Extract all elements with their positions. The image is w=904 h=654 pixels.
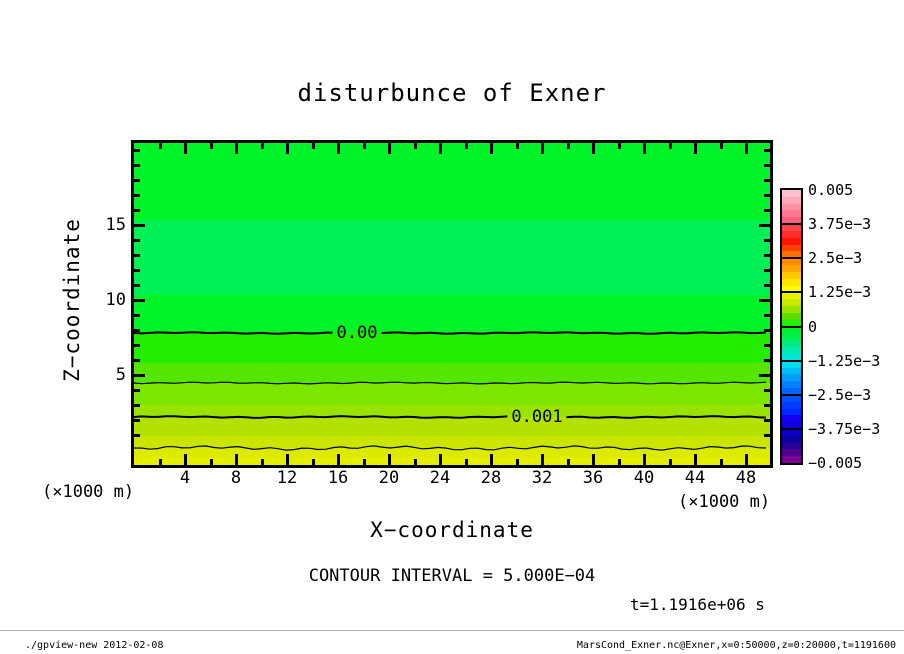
colorbar-segment-divider [782,326,801,328]
y-tick [764,314,770,317]
colorbar-color-strip [782,402,801,409]
colorbar-color-strip [782,265,801,272]
y-tick [134,329,140,332]
y-tick [134,254,140,257]
y-tick [764,269,770,272]
x-tick [235,143,238,154]
y-tick [134,194,140,197]
x-tick [388,143,391,154]
x-tick [414,143,417,149]
colorbar-color-strip [782,436,801,443]
time-annotation: t=1.1916e+06 s [630,595,765,614]
y-tick [764,164,770,167]
x-tick [312,143,315,149]
colorbar-tick-label: 3.75e−3 [808,215,872,234]
y-tick [134,269,140,272]
colorbar-tick-label: 0 [808,317,818,336]
contour-line [134,442,770,454]
x-tick [541,454,544,465]
colorbar-color-strip [782,190,801,197]
y-tick [134,359,140,362]
x-tick [541,143,544,154]
colorbar-color-strip [782,299,801,306]
x-tick-label: 28 [480,468,502,488]
colorbar-color-strip [782,258,801,265]
colorbar-color-strip [782,245,801,252]
y-tick [134,149,140,152]
colorbar-color-strip [782,449,801,456]
x-tick [439,454,442,465]
y-tick [764,359,770,362]
x-tick [414,459,417,465]
plot-title: disturbunce of Exner [297,79,607,107]
y-tick [764,179,770,182]
colorbar-tick-label: −1.25e−3 [808,351,881,370]
colorbar-color-strip [782,204,801,211]
x-tick [439,143,442,154]
colorbar-tick-label: −2.5e−3 [808,385,872,404]
x-tick [235,454,238,465]
y-tick [764,284,770,287]
colorbar-color-strip [782,333,801,340]
colorbar-color-strip [782,306,801,313]
colorbar-tick-label: 1.25e−3 [808,283,872,302]
y-tick [764,239,770,242]
x-tick [694,143,697,154]
y-tick-label: 15 [105,215,126,235]
x-tick-label: 4 [179,468,191,488]
x-tick [465,459,468,465]
colorbar-tick-label: −3.75e−3 [808,419,881,438]
x-tick [261,143,264,149]
y-tick [134,314,140,317]
x-tick-label: 36 [582,468,604,488]
colorbar-color-strip [782,210,801,217]
x-tick [490,143,493,154]
footer-command: ./gpview-new 2012-02-08 [25,640,164,651]
x-tick [643,454,646,465]
colorbar-segment-divider [782,257,801,259]
contour-line [134,377,770,389]
y-axis-unit: (×1000 m) [42,482,135,502]
y-tick [134,344,140,347]
x-tick-label: 20 [378,468,400,488]
x-tick [745,454,748,465]
x-tick-label: 44 [684,468,706,488]
colorbar-segment-divider [782,223,801,225]
y-axis-label: Z−coordinate [60,218,84,382]
x-tick [286,143,289,154]
x-tick [261,459,264,465]
contour-line [134,411,770,423]
x-tick-label: 40 [633,468,655,488]
colorbar-color-strip [782,238,801,245]
y-tick [134,299,145,302]
y-tick [759,299,770,302]
x-tick-label: 32 [531,468,553,488]
x-axis-label: X−coordinate [370,518,534,542]
x-tick [643,143,646,154]
y-tick [764,209,770,212]
x-tick [567,143,570,149]
x-tick [363,459,366,465]
colorbar-color-strip [782,456,801,463]
y-tick [134,404,140,407]
x-tick [567,459,570,465]
colorbar-color-strip [782,429,801,436]
y-tick [764,329,770,332]
colorbar-color-strip [782,443,801,450]
colorbar-segment-divider [782,291,801,293]
colorbar-segment-divider [782,394,801,396]
contour-label: 0.00 [333,324,382,342]
x-tick [210,143,213,149]
y-tick [764,344,770,347]
x-tick [669,459,672,465]
y-tick [134,179,140,182]
x-tick [592,454,595,465]
x-tick [465,143,468,149]
colorbar-color-strip [782,347,801,354]
x-tick-label: 24 [429,468,451,488]
y-tick [764,149,770,152]
y-tick-label: 5 [115,365,126,385]
x-tick [363,143,366,149]
colorbar-color-strip [782,224,801,231]
y-tick [759,374,770,377]
colorbar-color-strip [782,409,801,416]
colorbar-color-strip [782,374,801,381]
colorbar-color-strip [782,197,801,204]
colorbar-color-strip [782,368,801,375]
x-tick [159,143,162,149]
colorbar-color-strip [782,272,801,279]
x-tick-label: 8 [230,468,242,488]
y-tick [134,209,140,212]
colorbar-strips [782,190,801,463]
y-tick [764,434,770,437]
x-tick [745,143,748,154]
y-tick [134,434,140,437]
y-tick [759,224,770,227]
contour-label: 0.001 [507,408,566,426]
y-tick [134,389,140,392]
colorbar-color-strip [782,415,801,422]
x-tick [516,459,519,465]
x-tick-label: 16 [327,468,349,488]
colorbar-segment-divider [782,428,801,430]
x-tick [592,143,595,154]
fill-band [134,220,770,295]
colorbar-tick-label: 2.5e−3 [808,249,863,268]
y-tick [764,254,770,257]
colorbar-tick-label: −0.005 [808,454,863,472]
y-tick [134,224,145,227]
y-tick [764,404,770,407]
plot-canvas [134,143,770,465]
contour-line [134,327,770,339]
x-tick [286,454,289,465]
contour-interval-note: CONTOUR INTERVAL = 5.000E−04 [308,566,596,586]
colorbar-segment-divider [782,360,801,362]
colorbar-color-strip [782,231,801,238]
y-tick [134,419,140,422]
x-tick [720,143,723,149]
y-tick [134,239,140,242]
colorbar [780,188,803,465]
x-tick [312,459,315,465]
colorbar-color-strip [782,292,801,299]
x-tick [159,459,162,465]
x-tick [720,459,723,465]
y-tick [764,419,770,422]
x-tick [669,143,672,149]
y-tick [134,284,140,287]
x-tick [210,459,213,465]
x-tick [337,143,340,154]
colorbar-color-strip [782,340,801,347]
y-tick [134,374,145,377]
x-tick [618,459,621,465]
x-tick [618,143,621,149]
colorbar-color-strip [782,381,801,388]
x-tick-label: 12 [276,468,298,488]
x-axis-unit: (×1000 m) [678,492,771,512]
x-tick [694,454,697,465]
plot-area [131,140,773,468]
fill-band [134,457,770,465]
x-tick [184,143,187,154]
x-tick [490,454,493,465]
footer-source-info: MarsCond_Exner.nc@Exner,x=0:50000,z=0:20000,t=1191600 [576,640,896,651]
x-tick [388,454,391,465]
y-tick-label: 10 [105,290,126,310]
colorbar-color-strip [782,313,801,320]
colorbar-tick-label: 0.005 [808,181,854,199]
x-tick [337,454,340,465]
x-tick [516,143,519,149]
fill-band [134,143,770,220]
y-tick [764,194,770,197]
footer-separator [0,630,904,631]
x-tick [184,454,187,465]
y-tick [764,389,770,392]
colorbar-color-strip [782,279,801,286]
x-tick-label: 48 [735,468,757,488]
y-tick [134,164,140,167]
